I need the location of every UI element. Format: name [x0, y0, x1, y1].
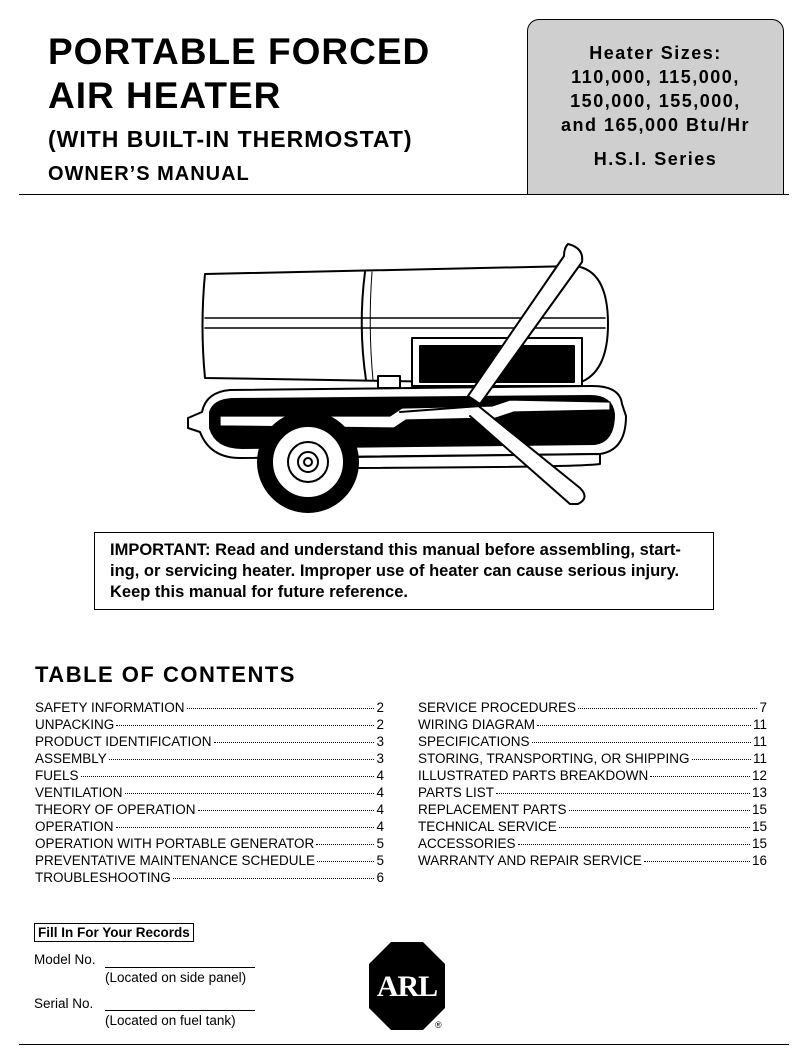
toc-dot-leader [496, 793, 750, 794]
toc-entry-page: 6 [376, 870, 384, 885]
heater-illustration-icon [180, 236, 630, 521]
toc-entry [35, 717, 384, 734]
toc-dot-leader [518, 844, 750, 845]
toc-entry-page: 13 [751, 785, 767, 800]
toc-entry-page: 5 [376, 836, 384, 851]
notice-line-1 [110, 540, 713, 561]
toc-entry-label: OPERATION [35, 819, 114, 834]
toc-entry-page: 4 [376, 802, 384, 817]
notice-line-2: ing, or servicing heater. Improper use of heater can cause serious injury. [110, 562, 680, 580]
records-title: Fill In For Your Records [34, 923, 194, 942]
serial-number-label: Serial No. [34, 996, 94, 1011]
toc-dot-leader [109, 759, 375, 760]
toc-entry-label: STORING, TRANSPORTING, OR SHIPPING [418, 751, 690, 766]
toc-entry-label: PREVENTATIVE MAINTENANCE SCHEDULE [35, 853, 316, 868]
sizes-line-2: 150,000, 155,000, [570, 91, 741, 111]
toc-dot-leader [650, 776, 750, 777]
registered-mark: ® [435, 1020, 442, 1030]
toc-entry-label: FUELS [35, 768, 79, 783]
toc-entry [35, 734, 384, 751]
toc-entry-label: SAFETY INFORMATION [35, 700, 185, 715]
serial-number-hint: (Located on fuel tank) [105, 1013, 236, 1028]
toc-dot-leader [317, 861, 374, 862]
notice-lead: IMPORTANT: [110, 541, 211, 559]
title-line-1: PORTABLE FORCED [48, 31, 431, 72]
toc-entry-page: 3 [376, 734, 384, 749]
toc-dot-leader [125, 793, 375, 794]
serial-number-line [105, 1010, 255, 1011]
toc-entry-label: PRODUCT IDENTIFICATION [35, 734, 212, 749]
toc-entry [35, 853, 384, 870]
toc-entry-label: VENTILATION [35, 785, 123, 800]
toc-dot-leader [316, 844, 374, 845]
toc-dot-leader [116, 725, 374, 726]
heater-sizes-box [527, 19, 784, 194]
toc-entry [35, 819, 384, 836]
footer-divider [19, 1044, 789, 1045]
sizes-heading: Heater Sizes: [589, 43, 722, 63]
toc-entry-label: TECHNICAL SERVICE [418, 819, 557, 834]
toc-dot-leader [537, 725, 751, 726]
toc-entry [418, 751, 767, 768]
toc-entry-label: THEORY OF OPERATION [35, 802, 196, 817]
toc-entry-page: 4 [376, 785, 384, 800]
toc-entry-page: 4 [376, 819, 384, 834]
toc-entry-label: WARRANTY AND REPAIR SERVICE [418, 853, 642, 868]
toc-dot-leader [569, 810, 750, 811]
toc-entry-label: ACCESSORIES [418, 836, 516, 851]
toc-dot-leader [692, 759, 751, 760]
toc-entry-page: 2 [376, 717, 384, 732]
toc-entry-label: ILLUSTRATED PARTS BREAKDOWN [418, 768, 649, 783]
toc-entry [418, 717, 767, 734]
toc-left-column [35, 700, 384, 887]
toc-entry [35, 768, 384, 785]
toc-entry [35, 870, 384, 887]
toc-entry [418, 802, 767, 819]
toc-entry [418, 819, 767, 836]
toc-entry-page: 15 [751, 819, 767, 834]
toc-entry [35, 836, 384, 853]
toc-entry [418, 853, 767, 870]
toc-entry [418, 734, 767, 751]
toc-entry-label: SPECIFICATIONS [418, 734, 530, 749]
toc-entry [418, 768, 767, 785]
toc-entry-label: WIRING DIAGRAM [418, 717, 535, 732]
toc-entry-label: TROUBLESHOOTING [35, 870, 171, 885]
toc-entry-page: 7 [759, 700, 767, 715]
toc-entry-page: 4 [376, 768, 384, 783]
subtitle: (WITH BUILT-IN THERMOSTAT) [48, 126, 413, 152]
model-number-hint: (Located on side panel) [105, 970, 247, 985]
sizes-line-1: 110,000, 115,000, [571, 67, 740, 87]
toc-right-column [418, 700, 767, 870]
series-label: H.S.I. Series [593, 149, 718, 169]
toc-entry-label: OPERATION WITH PORTABLE GENERATOR [35, 836, 315, 851]
toc-entry-label: ASSEMBLY [35, 751, 107, 766]
toc-entry-page: 11 [752, 717, 767, 732]
toc-dot-leader [532, 742, 751, 743]
important-notice [94, 532, 714, 610]
notice-line-3: Keep this manual for future reference. [110, 583, 408, 601]
toc-entry [35, 700, 384, 717]
toc-entry-page: 12 [751, 768, 767, 783]
toc-entry-page: 3 [376, 751, 384, 766]
toc-entry [35, 785, 384, 802]
logo-text: ARL [376, 970, 438, 1003]
title-line-2: AIR HEATER [48, 75, 282, 116]
toc-entry-label: REPLACEMENT PARTS [418, 802, 567, 817]
toc-dot-leader [559, 827, 750, 828]
notice-line-1-text: Read and understand this manual before assembling, start- [210, 541, 681, 559]
toc-dot-leader [644, 861, 750, 862]
model-number-line [105, 967, 255, 968]
toc-entry [35, 751, 384, 768]
header-divider [19, 194, 789, 195]
toc-entry-page: 15 [751, 836, 767, 851]
toc-dot-leader [173, 878, 375, 879]
toc-dot-leader [187, 708, 375, 709]
toc-dot-leader [578, 708, 757, 709]
toc-dot-leader [214, 742, 375, 743]
toc-entry [418, 836, 767, 853]
toc-entry [35, 802, 384, 819]
toc-entry-page: 11 [752, 751, 767, 766]
toc-entry-page: 5 [376, 853, 384, 868]
toc-dot-leader [116, 827, 375, 828]
toc-entry-label: SERVICE PROCEDURES [418, 700, 577, 715]
toc-dot-leader [198, 810, 375, 811]
title-block [48, 30, 518, 186]
sizes-line-3: and 165,000 Btu/Hr [560, 115, 751, 135]
toc-entry-page: 16 [751, 853, 767, 868]
model-number-label: Model No. [34, 952, 96, 967]
toc-heading: TABLE OF CONTENTS [35, 662, 296, 687]
arl-logo-icon [367, 940, 447, 1032]
toc-entry-page: 11 [752, 734, 767, 749]
toc-entry-label: UNPACKING [35, 717, 115, 732]
manual-type: OWNER’S MANUAL [48, 163, 250, 185]
toc-entry [418, 785, 767, 802]
toc-entry [418, 700, 767, 717]
toc-entry-label: PARTS LIST [418, 785, 495, 800]
toc-dot-leader [81, 776, 375, 777]
toc-entry-page: 15 [751, 802, 767, 817]
toc-entry-page: 2 [376, 700, 384, 715]
